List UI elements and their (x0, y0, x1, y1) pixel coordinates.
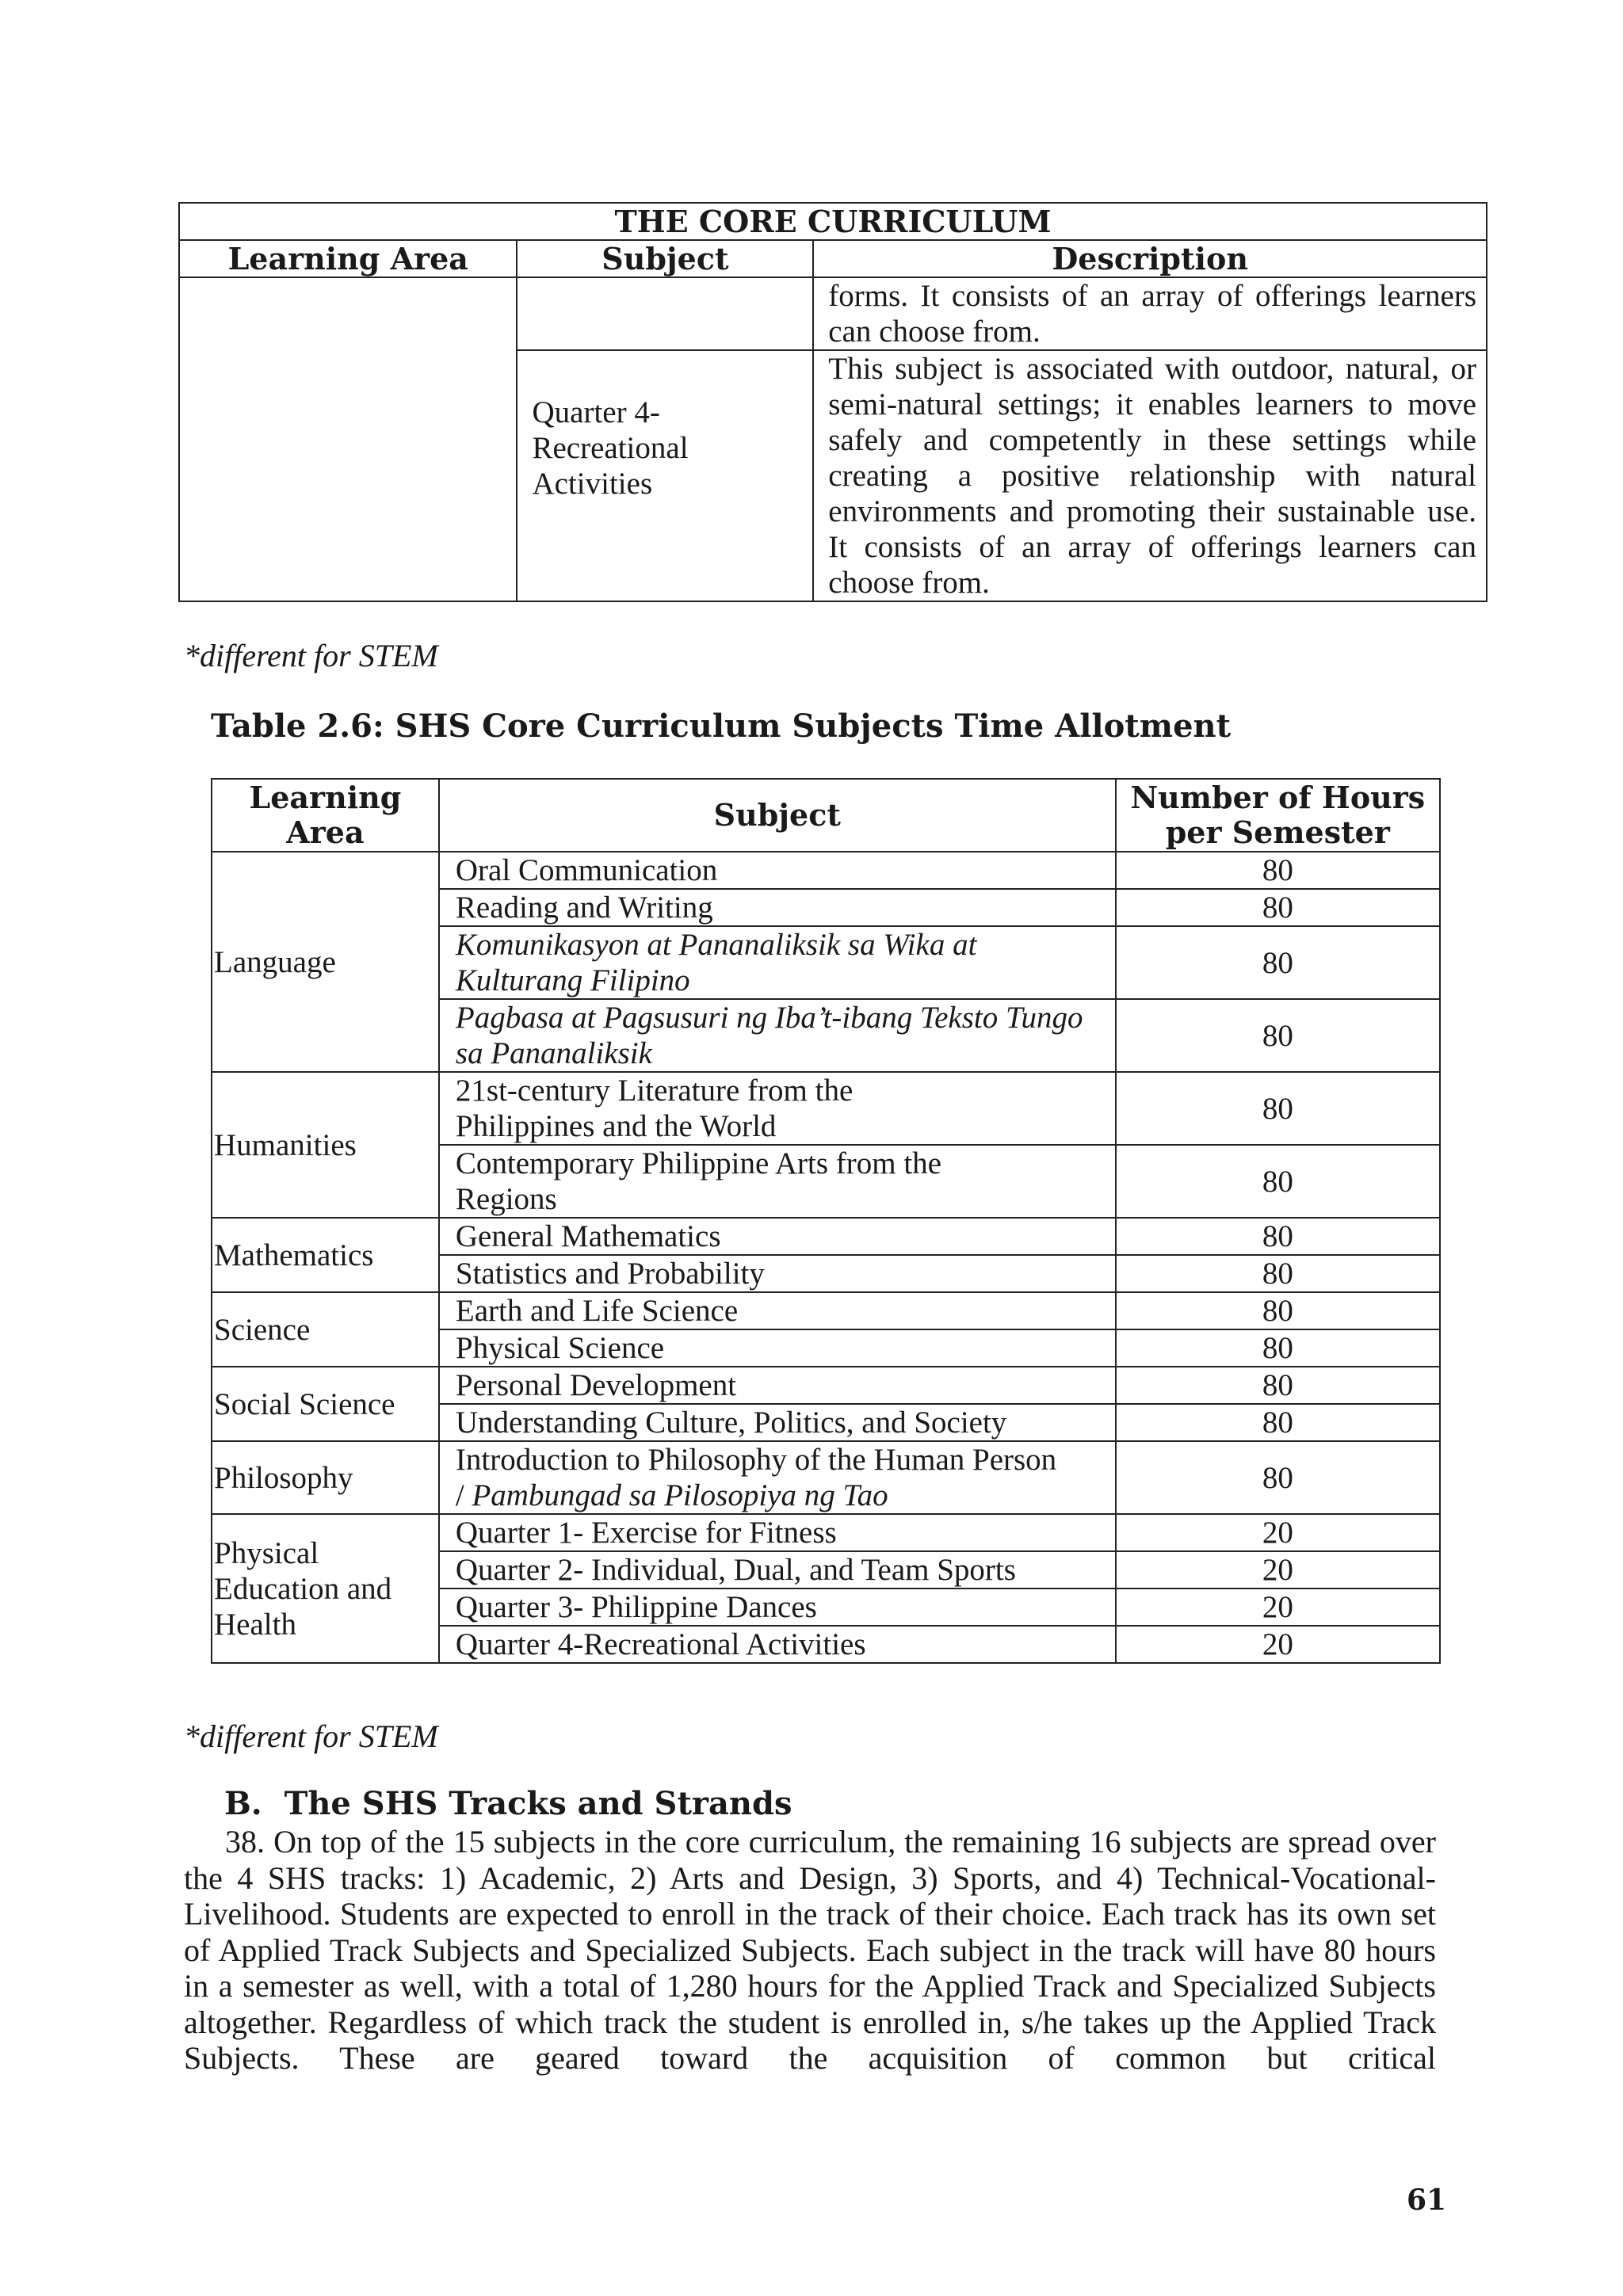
hours-cell: 20 (1116, 1514, 1440, 1551)
subject-cell: Quarter 3- Philippine Dances (439, 1589, 1116, 1626)
subject-text: Komunikasyon at Pananaliksik sa Wika at Kulturang Filipino (455, 928, 977, 997)
subject-alt-text: / Pambungad sa Pilosopiya ng Tao (455, 1478, 888, 1512)
subject-cell: Oral Communication (439, 852, 1116, 889)
hours-cell: 80 (1116, 1441, 1440, 1514)
subject-text: Understanding Culture, Politics, and Society (455, 1405, 1007, 1440)
subject-text: Contemporary Philippine Arts from the Regions (455, 1146, 941, 1216)
hours-cell: 80 (1116, 999, 1440, 1072)
hours-cell: 80 (1116, 1329, 1440, 1367)
description-cell: This subject is associated with outdoor, natural, or semi-natural settings; it enables learners to move safely and competently in these settings while creating a positive relationship with natural environments and promoting their sustainable use. It consists of an array of offerings learners can choose from. (813, 350, 1487, 601)
subject-cell: Statistics and Probability (439, 1255, 1116, 1292)
subject-cell (439, 1441, 1116, 1514)
core-table-title: THE CORE CURRICULUM (179, 203, 1487, 240)
table-caption: Table 2.6: SHS Core Curriculum Subjects Time Allotment (211, 707, 1232, 745)
area-science: Science (212, 1292, 439, 1367)
area-mathematics: Mathematics (212, 1218, 439, 1292)
core-curriculum-table (178, 202, 1487, 602)
subject-cell (439, 999, 1116, 1072)
hours-cell: 20 (1116, 1589, 1440, 1626)
subject-cell (517, 350, 813, 601)
header-learning-area: Learning Area (212, 779, 439, 852)
subject-alt-italic: Pambungad sa Pilosopiya ng Tao (472, 1478, 888, 1512)
area-pe-health (212, 1514, 439, 1663)
hours-cell: 20 (1116, 1626, 1440, 1663)
subject-cell: Earth and Life Science (439, 1292, 1116, 1329)
hours-cell: 20 (1116, 1551, 1440, 1589)
time-allotment-table (211, 778, 1441, 1664)
subject-text: 21st-century Literature from the Philippines and the World (455, 1074, 854, 1143)
subject-cell (439, 1145, 1116, 1218)
header-description: Description (813, 240, 1487, 277)
subject-text: Quarter 2- Individual, Dual, and Team Sports (455, 1553, 1016, 1587)
subject-cell: Quarter 1- Exercise for Fitness (439, 1514, 1116, 1551)
body-paragraph: 38. On top of the 15 subjects in the core curriculum, the remaining 16 subjects are spread over the 4 SHS tracks: 1) Academic, 2) Arts and Design, 3) Sports, and 4) Technical-Vocational-Livelihood. Students are expected to enroll in the track of their choice. Each track has its own set of Applied Track Subjects and Specialized Subjects. Each subject in the track will have 80 hours in a semester as well, with a total of 1,280 hours for the Applied Track and Specialized Subjects altogether. Regardless of which track the student is enrolled in, s/he takes up the Applied Track Subjects. These are geared toward the acquisition of common but critical (184, 1824, 1436, 2076)
section-heading: B. The SHS Tracks and Strands (224, 1785, 792, 1822)
hours-cell: 80 (1116, 852, 1440, 889)
area-language: Language (212, 852, 439, 1072)
area-text: Physical Education and Health (214, 1535, 392, 1642)
subject-cell (439, 926, 1116, 999)
hours-cell: 80 (1116, 1367, 1440, 1404)
hours-cell: 80 (1116, 1255, 1440, 1292)
hours-cell: 80 (1116, 1404, 1440, 1441)
subject-cell: Quarter 4-Recreational Activities (439, 1626, 1116, 1663)
subject-cell (439, 1551, 1116, 1589)
hours-cell: 80 (1116, 1292, 1440, 1329)
header-hours: Number of Hours per Semester (1116, 779, 1440, 852)
subject-cell: General Mathematics (439, 1218, 1116, 1255)
subject-cell-empty (517, 277, 813, 350)
subject-text: Quarter 4- Recreational Activities (532, 395, 689, 501)
hours-cell: 80 (1116, 1218, 1440, 1255)
learning-area-cell (179, 277, 517, 601)
description-cell: forms. It consists of an array of offerings learners can choose from. (813, 277, 1487, 350)
footnote: *different for STEM (184, 1718, 438, 1754)
area-humanities: Humanities (212, 1072, 439, 1218)
area-social-science: Social Science (212, 1367, 439, 1441)
subject-text: Pagbasa at Pagsusuri ng Iba’t-ibang Teksto Tungo sa Pananaliksik (455, 1001, 1083, 1070)
hours-cell: 80 (1116, 889, 1440, 926)
header-subject: Subject (439, 779, 1116, 852)
subject-cell: Personal Development (439, 1367, 1116, 1404)
hours-cell: 80 (1116, 1145, 1440, 1218)
header-learning-area: Learning Area (179, 240, 517, 277)
hours-cell: 80 (1116, 926, 1440, 999)
page-number: 61 (1407, 2183, 1447, 2217)
subject-cell: Reading and Writing (439, 889, 1116, 926)
hours-cell: 80 (1116, 1072, 1440, 1145)
area-philosophy: Philosophy (212, 1441, 439, 1514)
subject-text: Introduction to Philosophy of the Human Person (455, 1443, 1057, 1477)
footnote: *different for STEM (184, 638, 438, 673)
subject-cell (439, 1404, 1116, 1441)
subject-cell: Physical Science (439, 1329, 1116, 1367)
subject-cell (439, 1072, 1116, 1145)
header-subject: Subject (517, 240, 813, 277)
